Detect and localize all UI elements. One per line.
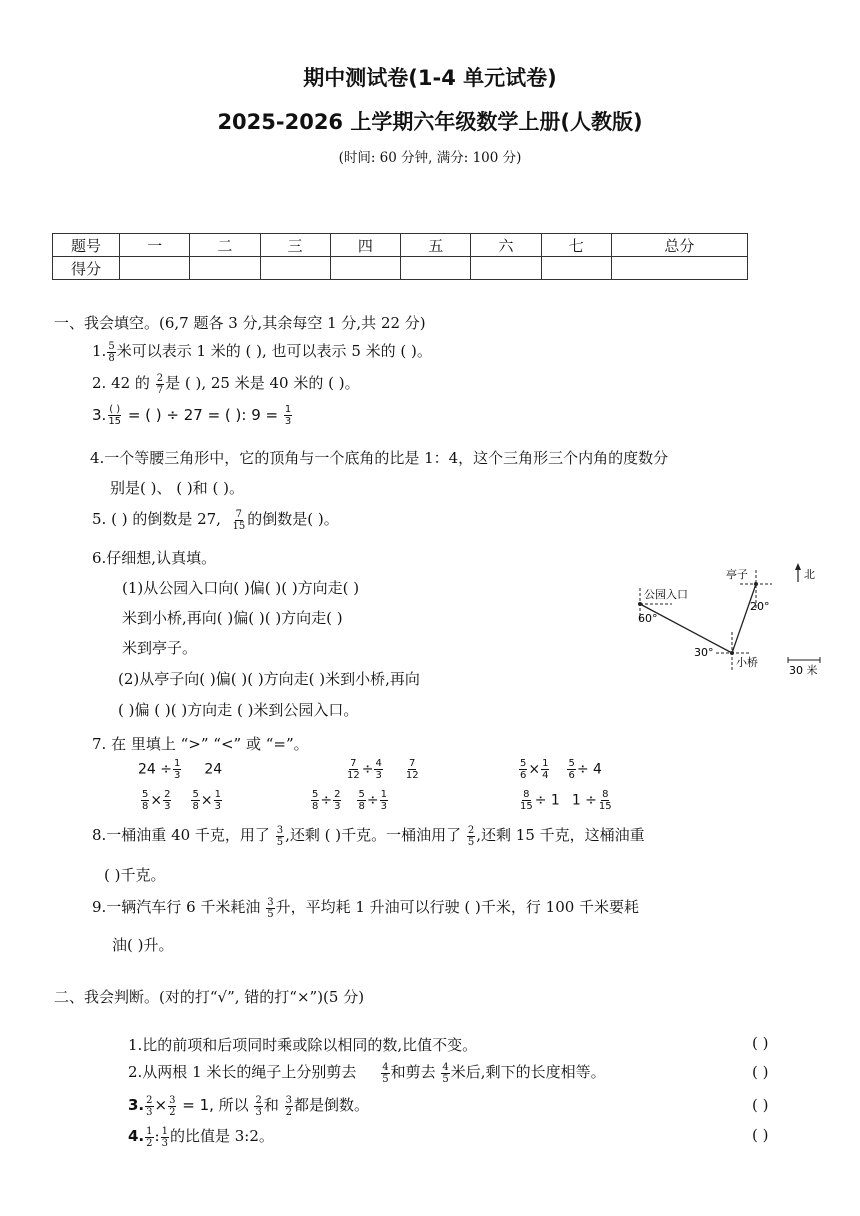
score-input-cell[interactable] <box>471 257 541 280</box>
judge-question-4: 4. $\frac{1}{2}$ : $\frac{1}{3}$ 的比值是 3:2。 <box>128 1125 274 1149</box>
q7-compare-a1: 24 ÷ $\frac{1}{3}$ 24 <box>138 758 223 781</box>
question-4-line1: 4.一个等腰三角形中，它的顶角与一个底角的比是 1：4，这个三角形三个内角的度数分 <box>90 449 669 467</box>
score-input-cell[interactable] <box>611 257 747 280</box>
score-header-cell: 四 <box>330 234 400 257</box>
score-input-cell[interactable] <box>190 257 260 280</box>
j4-post: 的比值是 3:2。 <box>169 1127 274 1145</box>
q3-fraction-result: $\frac{1}{3}$ <box>284 404 292 427</box>
judge-question-3: 3. $\frac{2}{3}$ × $\frac{3}{2}$ = 1, 所以 $\frac{2}{3}$ 和 $\frac{3}{2}$ 都是倒数。 <box>128 1094 370 1118</box>
q7-b3-right: 1 ÷ <box>571 792 597 809</box>
bridge-label: 小桥 <box>736 656 758 669</box>
angle-60-label: 60° <box>638 612 658 625</box>
q7-a1-expr: 24 ÷ <box>138 761 172 778</box>
q8-mid: ,还剩 ( )千克。一桶油用了 <box>285 826 462 844</box>
score-input-cell[interactable] <box>330 257 400 280</box>
score-header-row <box>53 234 748 257</box>
q7-a3-right: ÷ 4 <box>576 761 602 778</box>
score-table <box>52 233 748 280</box>
score-header-cell: 六 <box>471 234 541 257</box>
q7-b3-op: ÷ 1 <box>534 792 560 809</box>
entrance-point <box>638 602 642 606</box>
j2-mid: 和剪去 <box>390 1063 436 1081</box>
j4-num: 4. <box>128 1127 145 1145</box>
angle-20-label: 20° <box>750 600 770 613</box>
j3-mid: = 1, 所以 <box>182 1096 249 1114</box>
score-header-cell: 五 <box>401 234 471 257</box>
question-1 <box>92 340 432 364</box>
score-header-cell: 题号 <box>53 234 120 257</box>
question-3 <box>92 404 293 427</box>
q7-b2-op: ÷ <box>320 792 333 809</box>
question-6-line2: 米到小桥,再向( )偏( )( )方向走( ) <box>122 609 343 627</box>
q8-post: ,还剩 15 千克，这桶油重 <box>476 826 645 844</box>
question-9-line2: 油( )升。 <box>112 936 174 954</box>
j3-and: 和 <box>263 1096 279 1114</box>
q7-compare-b3: $\frac{8}{15}$ ÷ 1 1 ÷ $\frac{8}{15}$ <box>520 789 612 812</box>
judge-answer-bracket-3[interactable]: ( ) <box>752 1096 769 1114</box>
q1-fraction: $\frac{5}{8}$ <box>108 340 115 364</box>
q5-fraction: $\frac{7}{15}$ <box>232 508 246 532</box>
judge-answer-bracket-1[interactable]: ( ) <box>752 1034 769 1052</box>
score-header-cell: 三 <box>260 234 330 257</box>
question-6-line3: 米到亭子。 <box>122 639 198 657</box>
q5-text: 的倒数是( )。 <box>247 510 339 528</box>
pavilion-label: 亭子 <box>726 568 748 581</box>
q8-fraction-1: $\frac{3}{5}$ <box>276 824 284 848</box>
exam-subtitle: 2025-2026 上学期六年级数学上册(人教版) <box>217 110 643 134</box>
section1-heading: 一、我会填空。(6,7 题各 3 分,其余每空 1 分,共 22 分) <box>54 314 426 332</box>
q2-fraction: $\frac{2}{7}$ <box>156 372 164 396</box>
question-8-line2: ( )千克。 <box>104 866 166 884</box>
j2-pre: 2.从两根 1 米长的绳子上分别剪去 <box>128 1063 357 1081</box>
score-input-cell[interactable] <box>401 257 471 280</box>
question-2 <box>92 372 360 396</box>
judge-question-2: 2.从两根 1 米长的绳子上分别剪去 $\frac{4}{5}$ 和剪去 $\frac{4}{5}$ 米后,剩下的长度相等。 <box>128 1061 606 1085</box>
q7-b1-op2: × <box>200 792 213 809</box>
question-6-line1: (1)从公园入口向( )偏( )( )方向走( ) <box>122 579 360 597</box>
q5-pre: 5. ( ) 的倒数是 27, <box>92 510 221 528</box>
q2-text: 是 ( ), 25 米是 40 米的 ( )。 <box>165 374 360 392</box>
question-6-line5: ( )偏 ( )( )方向走 ( )米到公园入口。 <box>118 701 359 719</box>
j4-op: : <box>154 1127 160 1145</box>
q9-pre: 9.一辆汽车行 6 千米耗油 <box>92 898 261 916</box>
q7-compare-a2: $\frac{7}{12}$ ÷ $\frac{4}{3}$ $\frac{7}{12}$ <box>347 758 419 781</box>
score-header-cell: 一 <box>120 234 190 257</box>
score-value-row <box>53 257 748 280</box>
q7-b2-op2: ÷ <box>366 792 379 809</box>
q9-post: 升，平均耗 1 升油可以行驶 ( )千米，行 100 千米要耗 <box>275 898 640 916</box>
score-input-cell[interactable] <box>260 257 330 280</box>
q3-fraction: $\frac{( )}{15}$ <box>108 404 122 427</box>
north-arrowhead-icon <box>795 563 801 570</box>
q7-a3-op: × <box>528 761 541 778</box>
q1-text: 米可以表示 1 米的 ( ), 也可以表示 5 米的 ( )。 <box>116 342 432 360</box>
section2-heading: 二、我会判断。(对的打“√”, 错的打“×”)(5 分) <box>54 988 365 1006</box>
q7-b1-op: × <box>150 792 163 809</box>
score-input-cell[interactable] <box>541 257 611 280</box>
score-row-label: 得分 <box>53 257 120 280</box>
exam-title: 期中测试卷(1-4 单元试卷) <box>303 66 557 90</box>
q7-a2-op: ÷ <box>361 761 374 778</box>
score-header-cell: 二 <box>190 234 260 257</box>
question-6-line4: (2)从亭子向( )偏( )( )方向走( )米到小桥,再向 <box>118 670 420 688</box>
q7-compare-b1: $\frac{5}{8}$ × $\frac{2}{3}$ $\frac{5}{8}$ × $\frac{1}{3}$ <box>142 789 221 812</box>
question-7-heading: 7. 在 里填上 “>” “<” 或 “=”。 <box>92 735 309 753</box>
angle-30-label: 30° <box>694 646 714 659</box>
bridge-point <box>730 651 734 655</box>
j2-post: 米后,剩下的长度相等。 <box>450 1063 606 1081</box>
judge-question-1: 1.比的前项和后项同时乘或除以相同的数,比值不变。 <box>128 1036 478 1054</box>
j3-op: × <box>154 1096 168 1114</box>
q7-compare-b2: $\frac{5}{8}$ ÷ $\frac{2}{3}$ $\frac{5}{8}$ ÷ $\frac{1}{3}$ <box>312 789 387 812</box>
pavilion-point <box>754 582 758 586</box>
question-4-line2: 别是( )、 ( )和 ( )。 <box>110 479 244 497</box>
score-header-cell: 七 <box>541 234 611 257</box>
q7-a1-right: 24 <box>204 761 223 778</box>
q2-pre: 2. 42 的 <box>92 374 150 392</box>
q8-pre: 8.一桶油重 40 千克，用了 <box>92 826 270 844</box>
q7-compare-a3: $\frac{5}{6}$ × $\frac{1}{4}$ $\frac{5}{6}$ ÷ 4 <box>520 758 602 781</box>
exam-time-info: (时间: 60 分钟, 满分: 100 分) <box>338 150 522 166</box>
j3-post: 都是倒数。 <box>294 1096 370 1114</box>
score-input-cell[interactable] <box>120 257 190 280</box>
question-8-line1 <box>92 824 645 848</box>
q9-fraction: $\frac{3}{5}$ <box>267 896 274 920</box>
question-6-heading: 6.仔细想,认真填。 <box>92 549 217 567</box>
entrance-label: 公园入口 <box>644 588 688 601</box>
judge-answer-bracket-2[interactable]: ( ) <box>752 1063 769 1081</box>
path-bridge-to-pavilion <box>732 584 756 653</box>
score-header-cell: 总分 <box>611 234 747 257</box>
scale-label: 30 米 <box>789 664 818 677</box>
q3-number: 3. <box>92 406 107 424</box>
judge-answer-bracket-4[interactable]: ( ) <box>752 1126 769 1144</box>
q1-number: 1. <box>92 342 107 360</box>
j3-num: 3. <box>128 1096 145 1114</box>
north-label: 北 <box>804 568 815 581</box>
direction-map-figure <box>632 560 832 680</box>
q3-equation: = ( ) ÷ 27 = ( ): 9 = <box>127 406 279 424</box>
question-9-line1 <box>92 896 639 920</box>
question-5 <box>92 508 339 532</box>
q8-fraction-2: $\frac{2}{5}$ <box>467 824 475 848</box>
